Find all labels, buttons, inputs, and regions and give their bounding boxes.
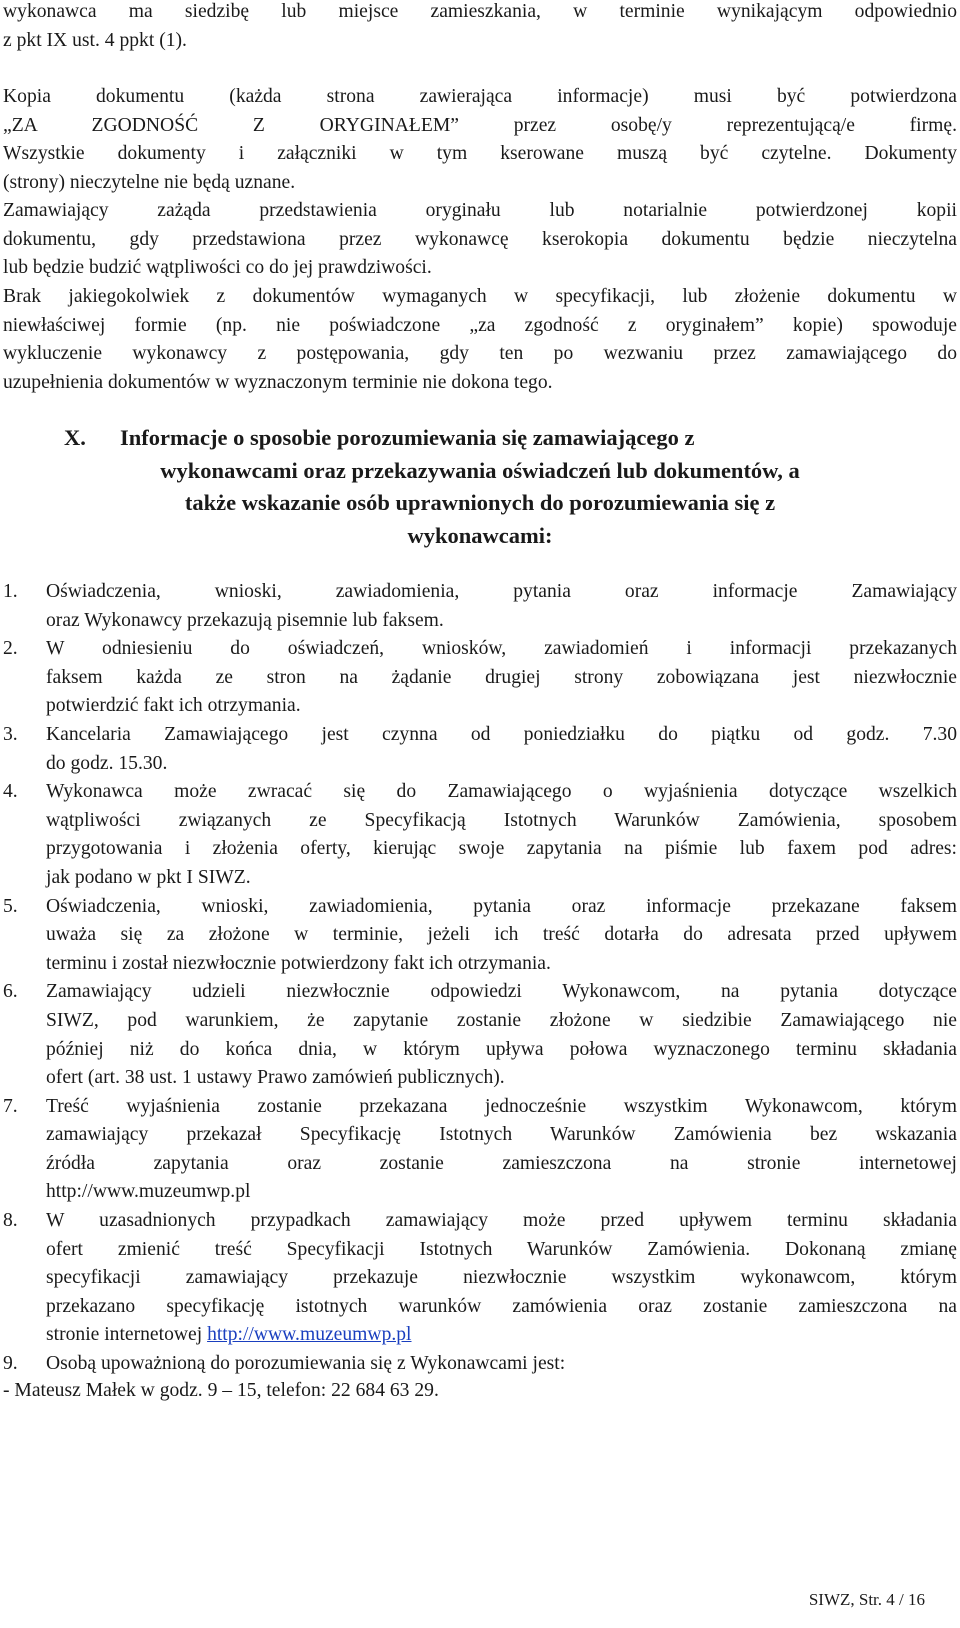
text-line: z pkt IX ust. 4 ppkt (1). (3, 29, 187, 51)
text-line: terminu i został niezwłocznie potwierdzony fakt ich otrzymania. (46, 952, 551, 974)
text-line: ofert (art. 38 ust. 1 ustawy Prawo zamówień publicznych). (46, 1067, 505, 1089)
contact-person (3, 1377, 957, 1406)
text-line: Oświadczenia, wnioski, zawiadomienia, pytania oraz informacje przekazane faksem (46, 895, 957, 917)
text-line: Kancelaria Zamawiającego jest czynna od poniedziałku do piątku od godz. 7.30 (46, 723, 957, 745)
list-number: 4. (3, 781, 18, 803)
text-line: SIWZ, pod warunkiem, że zapytanie zostanie złożone w siedzibie Zamawiającego nie (46, 1009, 957, 1031)
heading-line: Informacje o sposobie porozumiewania się zamawiającego z (120, 425, 695, 450)
text-line: wątpliwości związanych ze Specyfikacją Istotnych Warunków Zamówienia, sposobem (46, 809, 957, 831)
section-number: X. (64, 425, 86, 450)
text-line: dokumentu, gdy przedstawiona przez wykonawcę kserokopia dokumentu będzie nieczytelna (3, 228, 957, 250)
text-line: ofert zmienić treść Specyfikacji Istotnych Warunków Zamówienia. Dokonaną zmianę (46, 1238, 957, 1260)
list-item (3, 721, 957, 778)
text-line: wykonawca ma siedzibę lub miejsce zamieszkania, w terminie wynikającym odpowiednio (3, 1, 957, 22)
list-item (3, 893, 957, 979)
list-number: 6. (3, 981, 18, 1003)
text-line: Wykonawca może zwracać się do Zamawiającego o wyjaśnienia dotyczące wszelkich (46, 781, 957, 803)
copy-certification-paragraph (3, 83, 957, 197)
text-line: oraz Wykonawcy przekazują pisemnie lub faksem. (46, 609, 444, 631)
text-line: Osobą upoważnioną do porozumiewania się z Wykonawcami jest: (46, 1353, 566, 1375)
text-line: Treść wyjaśnienia zostanie przekazana jednocześnie wszystkim Wykonawcom, którym (46, 1095, 957, 1117)
text-line: (strony) nieczytelne nie będą uznane. (3, 171, 296, 193)
list-item (3, 1207, 957, 1350)
list-item (3, 635, 957, 721)
list-number: 9. (3, 1353, 18, 1375)
contact-line: - Mateusz Małek w godz. 9 – 15, telefon: 22 684 63 29. (3, 1380, 439, 1401)
text-line: W odniesieniu do oświadczeń, wniosków, zawiadomień i informacji przekazanych (46, 638, 957, 660)
text-line: Zamawiający udzieli niezwłocznie odpowiedzi Wykonawcom, na pytania dotyczące (46, 981, 957, 1003)
text-line: potwierdzić fakt ich otrzymania. (46, 695, 301, 717)
numbered-list (3, 578, 957, 1379)
page-footer: SIWZ, Str. 4 / 16 (808, 1590, 925, 1609)
heading-line: wykonawcami: (407, 522, 553, 548)
link-prefix: stronie internetowej (46, 1324, 208, 1346)
text-line: zamawiający przekazał Specyfikację Istotnych Warunków Zamówienia bez wskazania (46, 1124, 957, 1146)
intro-paragraph (3, 0, 957, 55)
text-line (46, 1321, 957, 1350)
list-item (3, 1350, 957, 1379)
exclusion-paragraph (3, 283, 957, 397)
text-line: faksem każda ze stron na żądanie drugiej strony zobowiązana jest niezwłocznie (46, 666, 957, 688)
text-line: wykluczenie wykonawcy z postępowania, gdy ten po wezwaniu przez zamawiającego do (3, 343, 957, 365)
list-number: 7. (3, 1095, 18, 1117)
text-line: Oświadczenia, wnioski, zawiadomienia, pytania oraz informacje Zamawiający (46, 581, 957, 602)
list-number: 1. (3, 581, 18, 602)
text-line: źródła zapytania oraz zostanie zamieszczona na stronie internetowej (46, 1152, 957, 1174)
text-line: uważa się za złożone w terminie, jeżeli ich treść dotarła do adresata przed upływem (46, 924, 957, 946)
text-line: do godz. 15.30. (46, 752, 168, 774)
text-line: niewłaściwej formie (np. nie poświadczone „za zgodność z oryginałem” kopie) spowoduje (3, 314, 957, 336)
text-line: uzupełnienia dokumentów w wyznaczonym terminie nie dokona tego. (3, 371, 553, 393)
text-line: Brak jakiegokolwiek z dokumentów wymaganych w specyfikacji, lub złożenie dokumentu w (3, 286, 957, 307)
heading-line: także wskazanie osób uprawnionych do porozumiewania się z (184, 490, 776, 515)
original-request-paragraph (3, 197, 957, 283)
list-item (3, 578, 957, 635)
text-line: lub będzie budzić wątpliwości co do jej prawdziwości. (3, 257, 432, 279)
text-line: później niż do końca dnia, w którym upływa połowa wyznaczonego terminu składania (46, 1038, 957, 1060)
list-number: 5. (3, 895, 18, 917)
text-line: Kopia dokumentu (każda strona zawierająca informacje) musi być potwierdzona (3, 86, 957, 107)
heading-line: wykonawcami oraz przekazywania oświadczeń lub dokumentów, a (160, 457, 800, 483)
list-item (3, 1093, 957, 1207)
text-line: „ZA ZGODNOŚĆ Z ORYGINAŁEM” przez osobę/y reprezentującą/e firmę. (3, 114, 957, 136)
website-link[interactable]: http://www.muzeumwp.pl (207, 1324, 412, 1346)
text-line: http://www.muzeumwp.pl (46, 1181, 251, 1203)
section-heading (0, 422, 960, 552)
text-line: specyfikacji zamawiający przekazuje niezwłocznie wszystkim wykonawcom, którym (46, 1267, 957, 1289)
list-number: 8. (3, 1210, 18, 1232)
text-line: przygotowania i złożenia oferty, kierując swoje zapytania na piśmie lub faxem pod adres: (46, 838, 957, 860)
text-line: Wszystkie dokumenty i załączniki w tym kserowane muszą być czytelne. Dokumenty (3, 143, 957, 165)
list-number: 2. (3, 638, 18, 660)
text-line: W uzasadnionych przypadkach zamawiający może przed upływem terminu składania (46, 1210, 957, 1232)
list-number: 3. (3, 723, 18, 745)
list-item (3, 778, 957, 892)
text-line: jak podano w pkt I SIWZ. (46, 866, 251, 888)
list-item (3, 978, 957, 1092)
text-line: Zamawiający zażąda przedstawienia oryginału lub notarialnie potwierdzonej kopii (3, 200, 957, 221)
text-line: przekazano specyfikację istotnych warunków zamówienia oraz zostanie zamieszczona na (46, 1295, 957, 1317)
